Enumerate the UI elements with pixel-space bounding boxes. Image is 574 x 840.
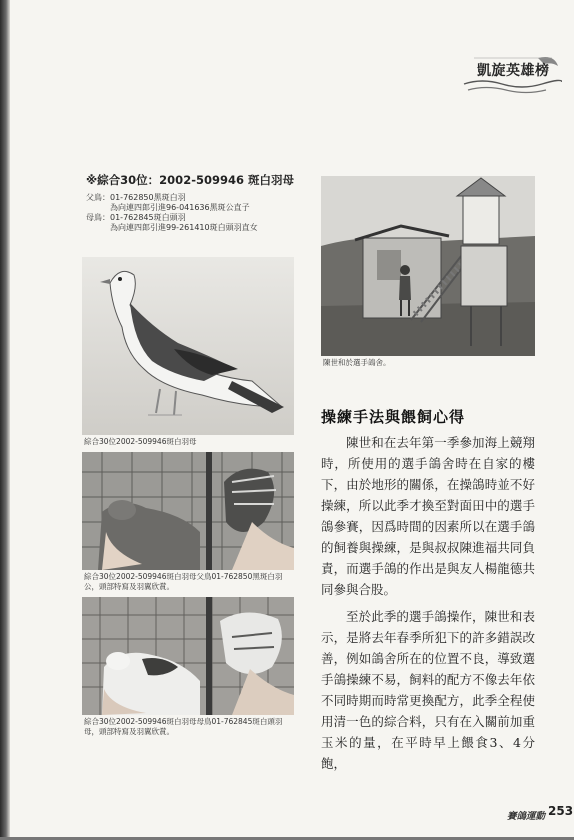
pedigree-block (86, 172, 316, 233)
sire-caption: 綜合30位2002-509946斑白羽母父鳥01-762850黑斑白羽公，頭部特寫及羽翼欣賞。 (84, 572, 283, 591)
sire-row (86, 193, 316, 203)
article-paragraph-2: 至於此季的選手鴿操作，陳世和表示，是將去年春季所犯下的許多錯誤改善，例如鴿舍所在的位置不良，導致選手鴿操練不易，飼料的配方不像去年依不同時期而時常更換配方，此季全程使用清一色的綜合料，只有在入關前加重玉米的量，在平時早上餵食3、4分飽， (321, 609, 535, 771)
dam-line1: 01-762845斑白頭羽 (110, 213, 186, 222)
article-body (321, 432, 535, 774)
article-heading: 操練手法與餵飼心得 (321, 408, 466, 426)
pigeon-photo (82, 257, 294, 435)
footer-label: 賽鴿運動 (507, 811, 546, 822)
loft-caption: 陳世和於選手鴿舍。 (323, 358, 391, 367)
loft-photo (321, 176, 535, 356)
sire-line2: 為向連四郎引進96-041636黑斑公直子 (110, 203, 250, 212)
dam-caption: 綜合30位2002-509946斑白羽母母鳥01-762845斑白頭羽母，頭部特寫及羽翼欣賞。 (84, 717, 283, 736)
dam-photo (82, 597, 294, 715)
sire-photo (82, 452, 294, 570)
bird-caption: 綜合30位2002-509946斑白羽母 (84, 437, 197, 446)
sire-line1: 01-762850黑斑白羽 (110, 193, 186, 202)
dam-label: 母鳥： (86, 213, 110, 222)
sire-label: 父鳥： (86, 193, 110, 202)
dam-line2: 為向連四郎引進99-261410斑白頭羽直女 (110, 223, 258, 232)
pedigree-title: ※綜合30位：2002-509946 斑白羽母 (86, 173, 294, 187)
article-paragraph-1: 陳世和在去年第一季參加海上競翔時，所使用的選手鴿舍時在自家的樓下，由於地形的關係，在操鴿時並不好操練，所以此季才換至對面田中的選手鴿參賽，因爲時間的因素所以在選手鴿的飼養與操練，是與叔叔陳進福共同負責，而選手鴿的作出是與友人楊龍德共同參與合股。 (321, 435, 535, 597)
page-binding-edge (0, 0, 10, 840)
logo-text: 凱旋英雄榜 (477, 63, 550, 79)
dam-row (86, 213, 316, 223)
page-number: 253 (548, 804, 574, 818)
